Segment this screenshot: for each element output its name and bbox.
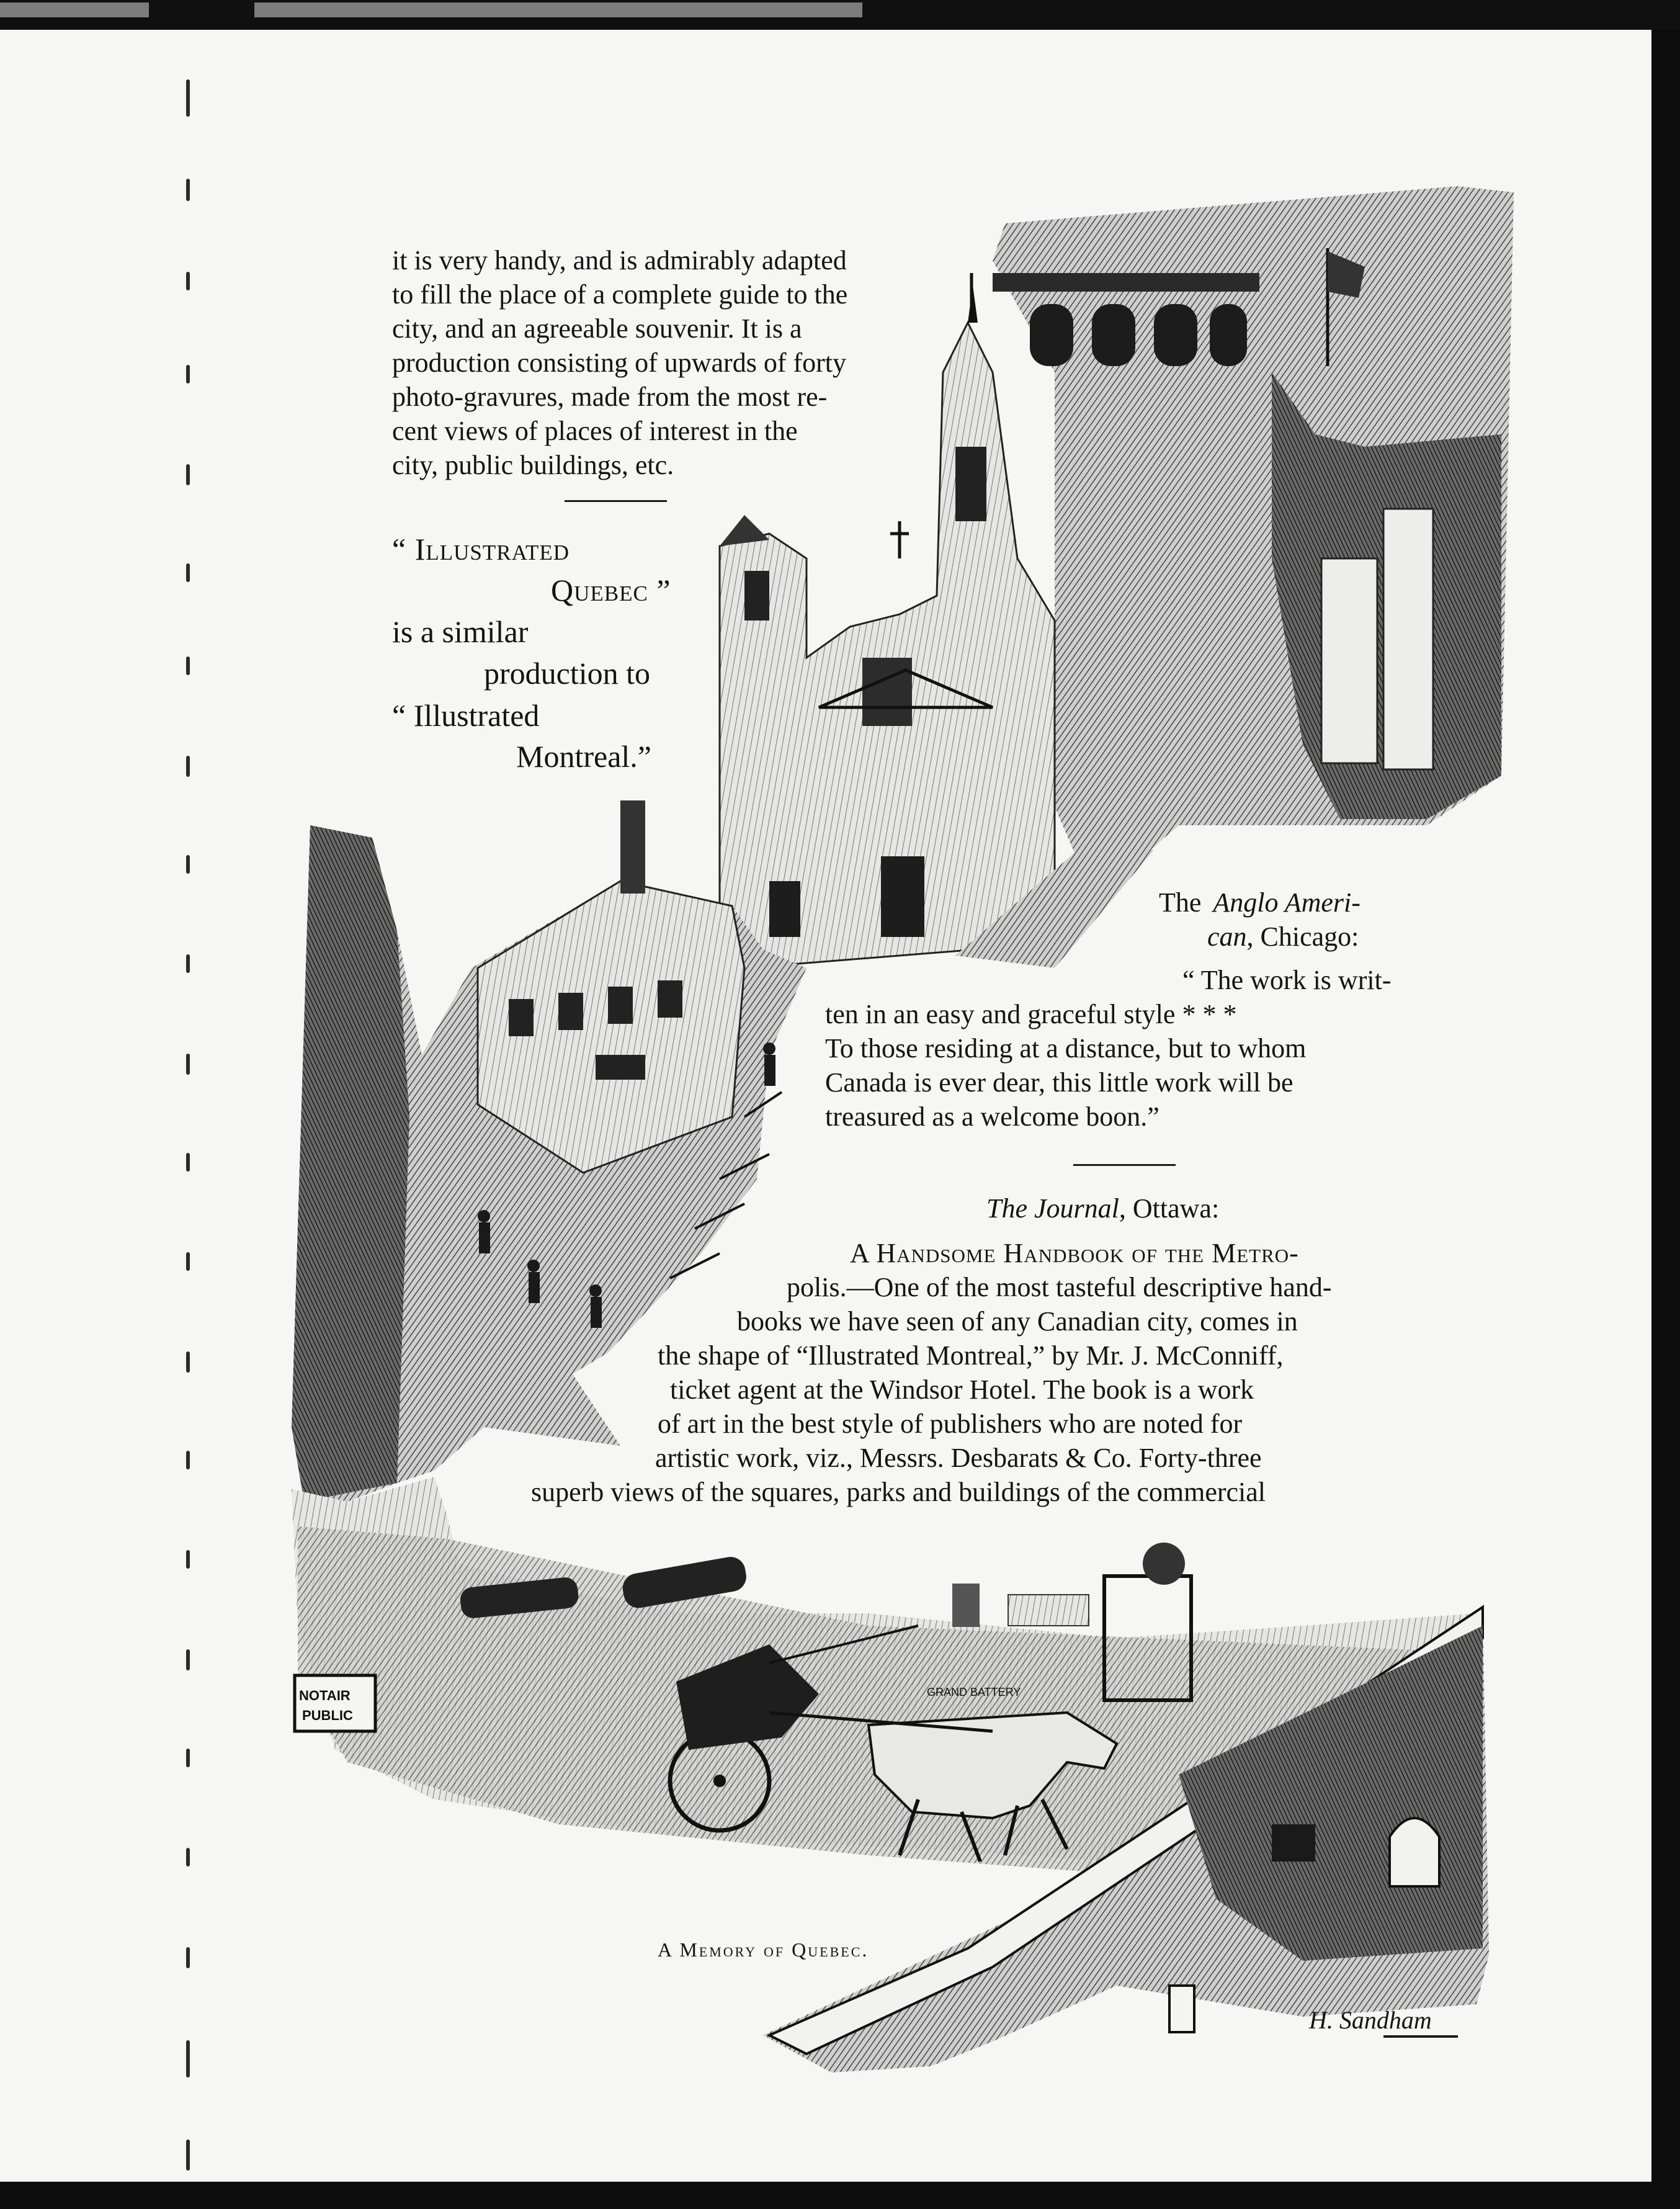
section-divider [1073,1164,1176,1166]
quebec-note-line: Montreal.” [516,739,651,774]
quote-line: to fill the place of a complete guide to the [392,279,848,310]
svg-text:PUBLIC: PUBLIC [302,1708,353,1723]
section-divider [565,500,667,502]
quote-line: city, public buildings, etc. [392,450,674,480]
review-source-paper-cont: can [1207,921,1247,952]
signature-underline [1383,2035,1458,2038]
journal-line: polis.—One of the most tasteful descriptive hand- [787,1272,1332,1302]
journal-source-paper: The Journal [986,1193,1119,1224]
review-line: “ The work is writ- [1182,965,1392,995]
journal-source-city: , Ottawa: [1119,1193,1220,1224]
illustration-caption: A Memory of Quebec. [658,1938,869,1961]
quote-line: city, and an agreeable souvenir. It is a [392,313,802,344]
scan-top-edge [0,0,1680,30]
artist-signature: H. Sandham [1309,2006,1432,2034]
quebec-note-line: is a similar [392,614,529,649]
review-line: To those residing at a distance, but to whom [825,1033,1307,1064]
quebec-note-line: production to [484,656,651,691]
document-page [0,30,1651,2182]
journal-line: of art in the best style of publishers who are noted for [658,1409,1243,1439]
quebec-note-line: “ Illustrated [392,698,540,733]
journal-line: superb views of the squares, parks and buildings of the commercial [531,1477,1266,1507]
quebec-note-line: Quebec ” [551,573,671,607]
upper-town-citadel [993,186,1514,894]
review-source-city: , Chicago: [1246,921,1359,952]
review-line: treasured as a welcome boon.” [825,1101,1159,1132]
journal-line: artistic work, viz., Messrs. Desbarats & Co. Forty-three [655,1443,1262,1473]
quebec-note-line: “ Illustrated [392,532,570,567]
review-source-paper: Anglo Ameri- [1213,887,1361,918]
quote-line: cent views of places of interest in the [392,416,798,446]
journal-line: ticket agent at the Windsor Hotel. The book is a work [670,1374,1254,1405]
quote-line: it is very handy, and is admirably adapted [392,245,847,276]
quote-line: production consisting of upwards of forty [392,347,846,378]
review-line: Canada is ever dear, this little work will be [825,1067,1294,1098]
quote-line: photo-gravures, made from the most re- [392,382,828,412]
review-source-prefix: The [1159,887,1202,918]
journal-line: the shape of “Illustrated Montreal,” by Mr. J. McConniff, [658,1340,1284,1371]
review-line: ten in an easy and graceful style * * * [825,999,1237,1029]
journal-headline: A Handsome Handbook of the Metro- [850,1238,1299,1268]
journal-line: books we have seen of any Canadian city, comes in [737,1306,1298,1337]
battery-sign-text: GRAND BATTERY [927,1686,1021,1698]
notary-sign-text: NOTAIR [299,1688,351,1703]
